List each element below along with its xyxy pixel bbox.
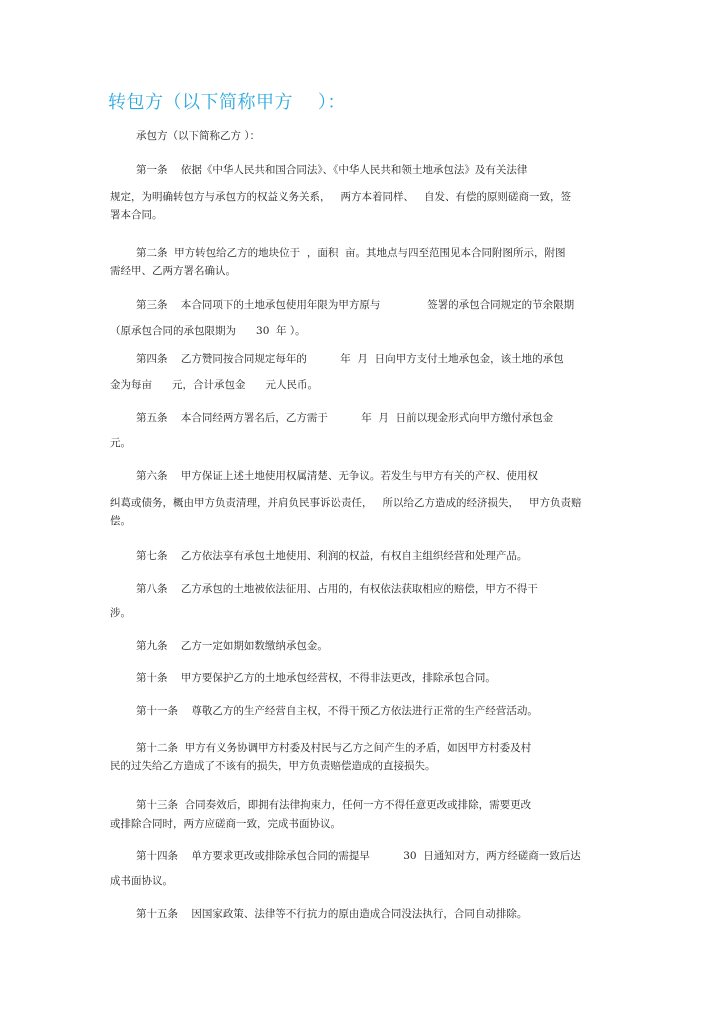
clause-1-line-3: 署本合同。 [110,209,163,221]
clause-8-line-2: 涉。 [110,607,131,619]
clause-8-line-1: 第八条 乙方承包的土地被依法征用、占用的，有权依法获取相应的赔偿，甲方不得干 [136,583,538,595]
clause-14-line-1: 第十四条 单方要求更改或排除承包合同的需提早 30 日通知对方，两方经磋商一致后达 [136,850,581,862]
clause-1-line-2: 规定，为明确转包方与承包方的权益义务关系， 两方本着同样、 自发、有偿的原则磋商一致，签 [110,191,572,203]
clause-12-line-1: 第十二条 甲方有义务协调甲方村委及村民与乙方之间产生的矛盾，如因甲方村委及村 [136,742,532,754]
clause-5-line-2: 元。 [110,437,131,449]
clause-14-line-2: 成书面协议。 [110,875,173,887]
clause-1-line-1: 第一条 依据《中华人民共和国合同法》、《中华人民共和领土地承包法》及有关法律 [136,164,528,176]
clause-7-line-1: 第七条 乙方依法享有承包土地使用、利润的权益，有权自主组织经营和处理产品。 [136,550,528,562]
contract-title: 转包方（以下简称甲方 ）： [108,92,346,113]
clause-12-line-2: 民的过失给乙方造成了不该有的损失，甲方负责赔偿造成的直接损失。 [110,760,436,772]
clause-13-line-1: 第十三条 合同奏效后，即拥有法律拘束力，任何一方不得任意更改或排除，需要更改 [136,799,532,811]
clause-2-line-1: 第二条 甲方转包给乙方的地块位于 ，面积 亩。其地点与四至范围见本合同附图所示，附图 [136,247,566,259]
clause-13-line-2: 或排除合同时，两方应磋商一致，完成书面协议。 [110,818,341,830]
clause-11-line-1: 第十一条 尊敬乙方的生产经营自主权，不得干预乙方依法进行正常的生产经营活动。 [136,705,538,717]
clause-10-line-1: 第十条 甲方要保护乙方的土地承包经营权，不得非法更改，排除承包合同。 [136,672,496,684]
clause-6-line-3: 偿。 [110,515,131,527]
clause-3-line-1: 第三条 本合同项下的土地承包使用年限为甲方原与 签署的承包合同规定的节余限期 [136,299,575,311]
clause-5-line-1: 第五条 本合同经两方署名后，乙方需于 年 月 日前以现金形式向甲方缴付承包金 [136,412,554,424]
clause-9-line-1: 第九条 乙方一定如期如数缴纳承包金。 [136,640,328,652]
clause-6-line-1: 第六条 甲方保证上述土地使用权属清楚、无争议。若发生与甲方有关的产权、使用权 [136,470,538,482]
clause-2-line-2: 需经甲、乙两方署名确认。 [110,265,236,277]
clause-4-line-1: 第四条 乙方赞同按合同规定每年的 年 月 日向甲方支付土地承包金，该土地的承包 [136,353,564,365]
clause-4-line-2: 金为每亩 元，合计承包金 元人民币。 [110,379,319,391]
clause-6-line-2: 纠葛或债务，概由甲方负责清理，并肩负民事诉讼责任， 所以给乙方造成的经济损失， 甲方负责赔 [110,497,582,509]
clause-3-line-2: （原承包合同的承包限期为 30 年 ）。 [110,325,306,337]
line-party-b: 承包方（以下简称乙方 ）： [136,130,261,142]
clause-15-line-1: 第十五条 因国家政策、法律等不行抗力的原由造成合同没法执行，合同自动排除。 [136,908,528,920]
